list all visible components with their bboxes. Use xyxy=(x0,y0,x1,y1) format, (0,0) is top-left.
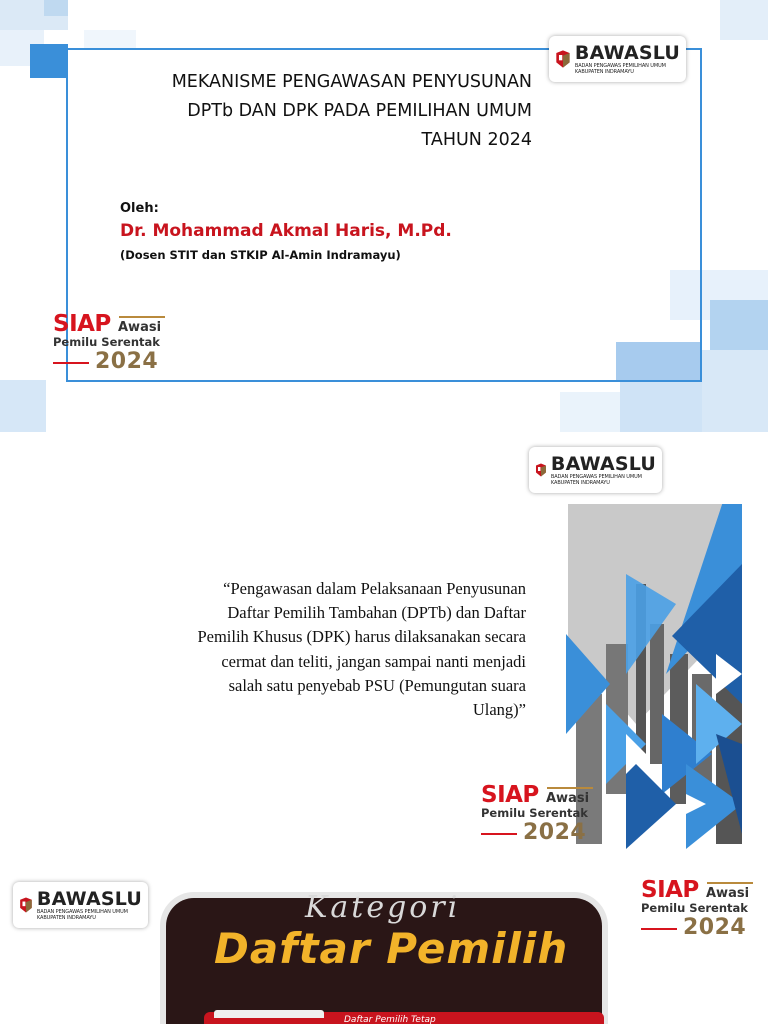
bawaslu-sub1: BADAN PENGAWAS PEMILIHAN UMUM xyxy=(574,62,666,69)
decor-square xyxy=(620,382,702,432)
quote-line: Daftar Pemilih Tambahan (DPTb) dan Daftar xyxy=(227,603,526,623)
banner-kategori: Kategori xyxy=(305,890,461,925)
siap-year: 2024 xyxy=(523,820,587,845)
bawaslu-emblem-icon xyxy=(535,455,547,485)
slide-quote xyxy=(0,432,768,864)
slide-category xyxy=(0,864,768,1024)
siap-sub: Pemilu Serentak xyxy=(481,806,588,820)
quote-line: salah satu penyebab PSU (Pemungutan suara xyxy=(228,675,526,695)
siap-awasi: Awasi xyxy=(118,320,162,335)
siap-logo xyxy=(481,783,599,847)
siap-red-line xyxy=(481,833,517,835)
bawaslu-logo xyxy=(529,447,662,493)
siap-red-line xyxy=(641,928,677,930)
decor-square xyxy=(720,0,768,40)
siap-logo xyxy=(53,312,171,376)
quote-text xyxy=(120,577,526,722)
siap-word: SIAP xyxy=(641,877,699,903)
bawaslu-name: BAWASLU xyxy=(36,887,142,910)
author-affiliation: (Dosen STIT dan STKIP Al-Amin Indramayu) xyxy=(120,248,401,262)
bawaslu-sub2: KABUPATEN INDRAMAYU xyxy=(36,914,96,921)
siap-red-line xyxy=(53,362,89,364)
bawaslu-emblem-icon xyxy=(19,890,33,920)
siap-sub: Pemilu Serentak xyxy=(641,901,748,915)
siap-awasi: Awasi xyxy=(706,886,750,901)
bawaslu-logo xyxy=(549,36,686,82)
banner-daftar-pemilih: Daftar Pemilih xyxy=(214,924,569,973)
bawaslu-sub2: KABUPATEN INDRAMAYU xyxy=(574,68,634,75)
bawaslu-name: BAWASLU xyxy=(550,452,656,475)
siap-awasi: Awasi xyxy=(546,791,590,806)
siap-word: SIAP xyxy=(53,311,111,337)
decor-square xyxy=(560,392,620,432)
siap-logo xyxy=(641,878,759,942)
presentation-title xyxy=(72,68,532,155)
decor-square xyxy=(702,350,768,432)
quote-line: Ulang)” xyxy=(472,700,526,720)
banner-bar-text: Daftar Pemilih Tetap xyxy=(344,1015,436,1024)
siap-word: SIAP xyxy=(481,782,539,808)
siap-gold-line xyxy=(707,882,753,884)
slide-title xyxy=(0,0,768,432)
decor-square xyxy=(44,0,68,16)
siap-gold-line xyxy=(547,787,593,789)
bawaslu-name: BAWASLU xyxy=(574,41,680,64)
bawaslu-sub1: BADAN PENGAWAS PEMILIHAN UMUM xyxy=(36,908,128,915)
decor-square xyxy=(30,44,68,78)
author-name: Dr. Mohammad Akmal Haris, M.Pd. xyxy=(120,221,452,241)
quote-line: Pemilih Khusus (DPK) harus dilaksanakan secara xyxy=(197,627,526,647)
quote-line: cermat dan teliti, jangan sampai nanti menjadi xyxy=(221,651,526,671)
title-line: MEKANISME PENGAWASAN PENYUSUNAN xyxy=(171,72,532,92)
siap-year: 2024 xyxy=(683,915,747,940)
bawaslu-emblem-icon xyxy=(555,44,571,74)
title-line: TAHUN 2024 xyxy=(421,130,532,150)
siap-year: 2024 xyxy=(95,349,159,374)
siap-sub: Pemilu Serentak xyxy=(53,335,160,349)
by-label: Oleh: xyxy=(120,201,159,216)
decor-square xyxy=(0,380,46,432)
siap-gold-line xyxy=(119,316,165,318)
quote-line: “Pengawasan dalam Pelaksanaan Penyusunan xyxy=(223,579,526,598)
decor-square xyxy=(84,30,136,50)
decor-square xyxy=(710,300,768,350)
banner-white-segment xyxy=(214,1010,324,1018)
bawaslu-sub2: KABUPATEN INDRAMAYU xyxy=(550,479,610,486)
title-line: DPTb DAN DPK PADA PEMILIHAN UMUM xyxy=(187,101,532,121)
bawaslu-logo xyxy=(13,882,148,928)
bawaslu-sub1: BADAN PENGAWAS PEMILIHAN UMUM xyxy=(550,473,642,480)
